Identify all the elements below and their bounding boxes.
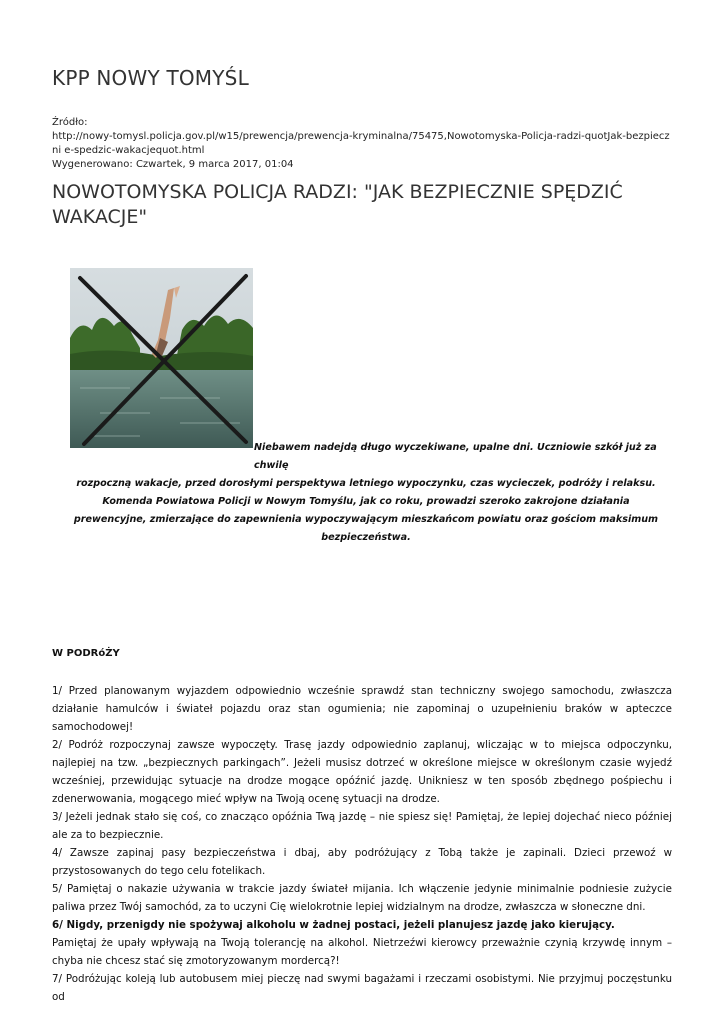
paragraph: 3/ Jeżeli jednak stało się coś, co znacząco opóźnia Twą jazdę – nie spiesz się! Pamiętaj, że lepiej dojechać nieco później ale za to bezpiecznie. — [52, 811, 672, 841]
generated-date: Wygenerowano: Czwartek, 9 marca 2017, 01:04 — [52, 159, 294, 170]
section-heading: W PODRóŻY — [52, 648, 120, 659]
source-label: Źródło: — [52, 117, 88, 128]
source-url[interactable]: http://nowy-tomysl.policja.gov.pl/w15/prewencja/prewencja-kryminalna/75475,Nowotomyska-Policja-radzi-quotJak-bezpieczni e-spedzic-wakacjequot.html — [52, 131, 670, 156]
intro-line-1: Niebawem nadejdą długo wyczekiwane, upalne dni. Uczniowie szkół już za chwilę — [254, 442, 657, 471]
article-photo — [70, 268, 253, 448]
article-body — [52, 682, 672, 1006]
intro-rest: rozpoczną wakacje, przed dorosłymi perspektywa letniego wypoczynku, czas wycieczek, podróży i relaksu. Komenda Powiatowa Policji w Nowym Tomyślu, jak co roku, prowadzi szeroko zakrojone działania prewencyjne, zmierzające do zapewnienia wypoczywającym mieszkańcom powiatu oraz gościom maksimum bezpieczeństwa. — [73, 478, 659, 543]
paragraph: 1/ Przed planowanym wyjazdem odpowiednio wcześnie sprawdź stan techniczny swojego samochodu, zwłaszcza działanie hamulców i świateł pojazdu oraz stan ogumienia; nie zapominaj o uzupełnieniu braków w apteczce samochodowej! — [52, 685, 672, 733]
paragraph-emphasis: 6/ Nigdy, przenigdy nie spożywaj alkoholu w żadnej postaci, jeżeli planujesz jazdę jako kierujący. — [52, 919, 615, 931]
paragraph: 5/ Pamiętaj o nakazie używania w trakcie jazdy świateł mijania. Ich włączenie jedynie minimalnie podniesie zużycie paliwa przez Twój samochód, za to uczyni Cię wielokrotnie lepiej widzialnym na drodze, zwłaszcza w słoneczne dni. — [52, 883, 672, 913]
article-intro — [68, 439, 664, 547]
source-meta — [52, 116, 674, 172]
paragraph: 7/ Podróżując koleją lub autobusem miej pieczę nad swymi bagażami i rzeczami osobistymi. Nie przyjmuj poczęstunku od — [52, 973, 672, 1003]
site-title: KPP NOWY TOMYŚL — [52, 66, 249, 90]
article-title: NOWOTOMYSKA POLICJA RADZI: "JAK BEZPIECZNIE SPĘDZIĆ WAKACJE" — [52, 181, 623, 228]
paragraph: 4/ Zawsze zapinaj pasy bezpieczeństwa i dbaj, aby podróżujący z Tobą także je zapinali. Dzieci przewoź w przystosowanych do tego celu fotelikach. — [52, 847, 672, 877]
paragraph: 2/ Podróż rozpoczynaj zawsze wypoczęty. Trasę jazdy odpowiednio zaplanuj, wliczając w to miejsca odpoczynku, najlepiej na tzw. „bezpiecznych parkingach”. Jeżeli musisz dotrzeć w określone miejsce w określonym czasie wyjedź wcześniej, przewidując sytuacje na drodze mogące opóźnić jazdę. Unikniesz w ten sposób zbędnego pośpiechu i zdenerwowania, mogącego mieć wpływ na Twoją ocenę sytuacji na drodze. — [52, 739, 672, 805]
paragraph: Pamiętaj że upały wpływają na Twoją tolerancję na alkohol. Nietrzeźwi kierowcy przeważnie czynią krzywdę innym – chyba nie chcesz stać się zmotoryzowanym mordercą?! — [52, 937, 672, 967]
